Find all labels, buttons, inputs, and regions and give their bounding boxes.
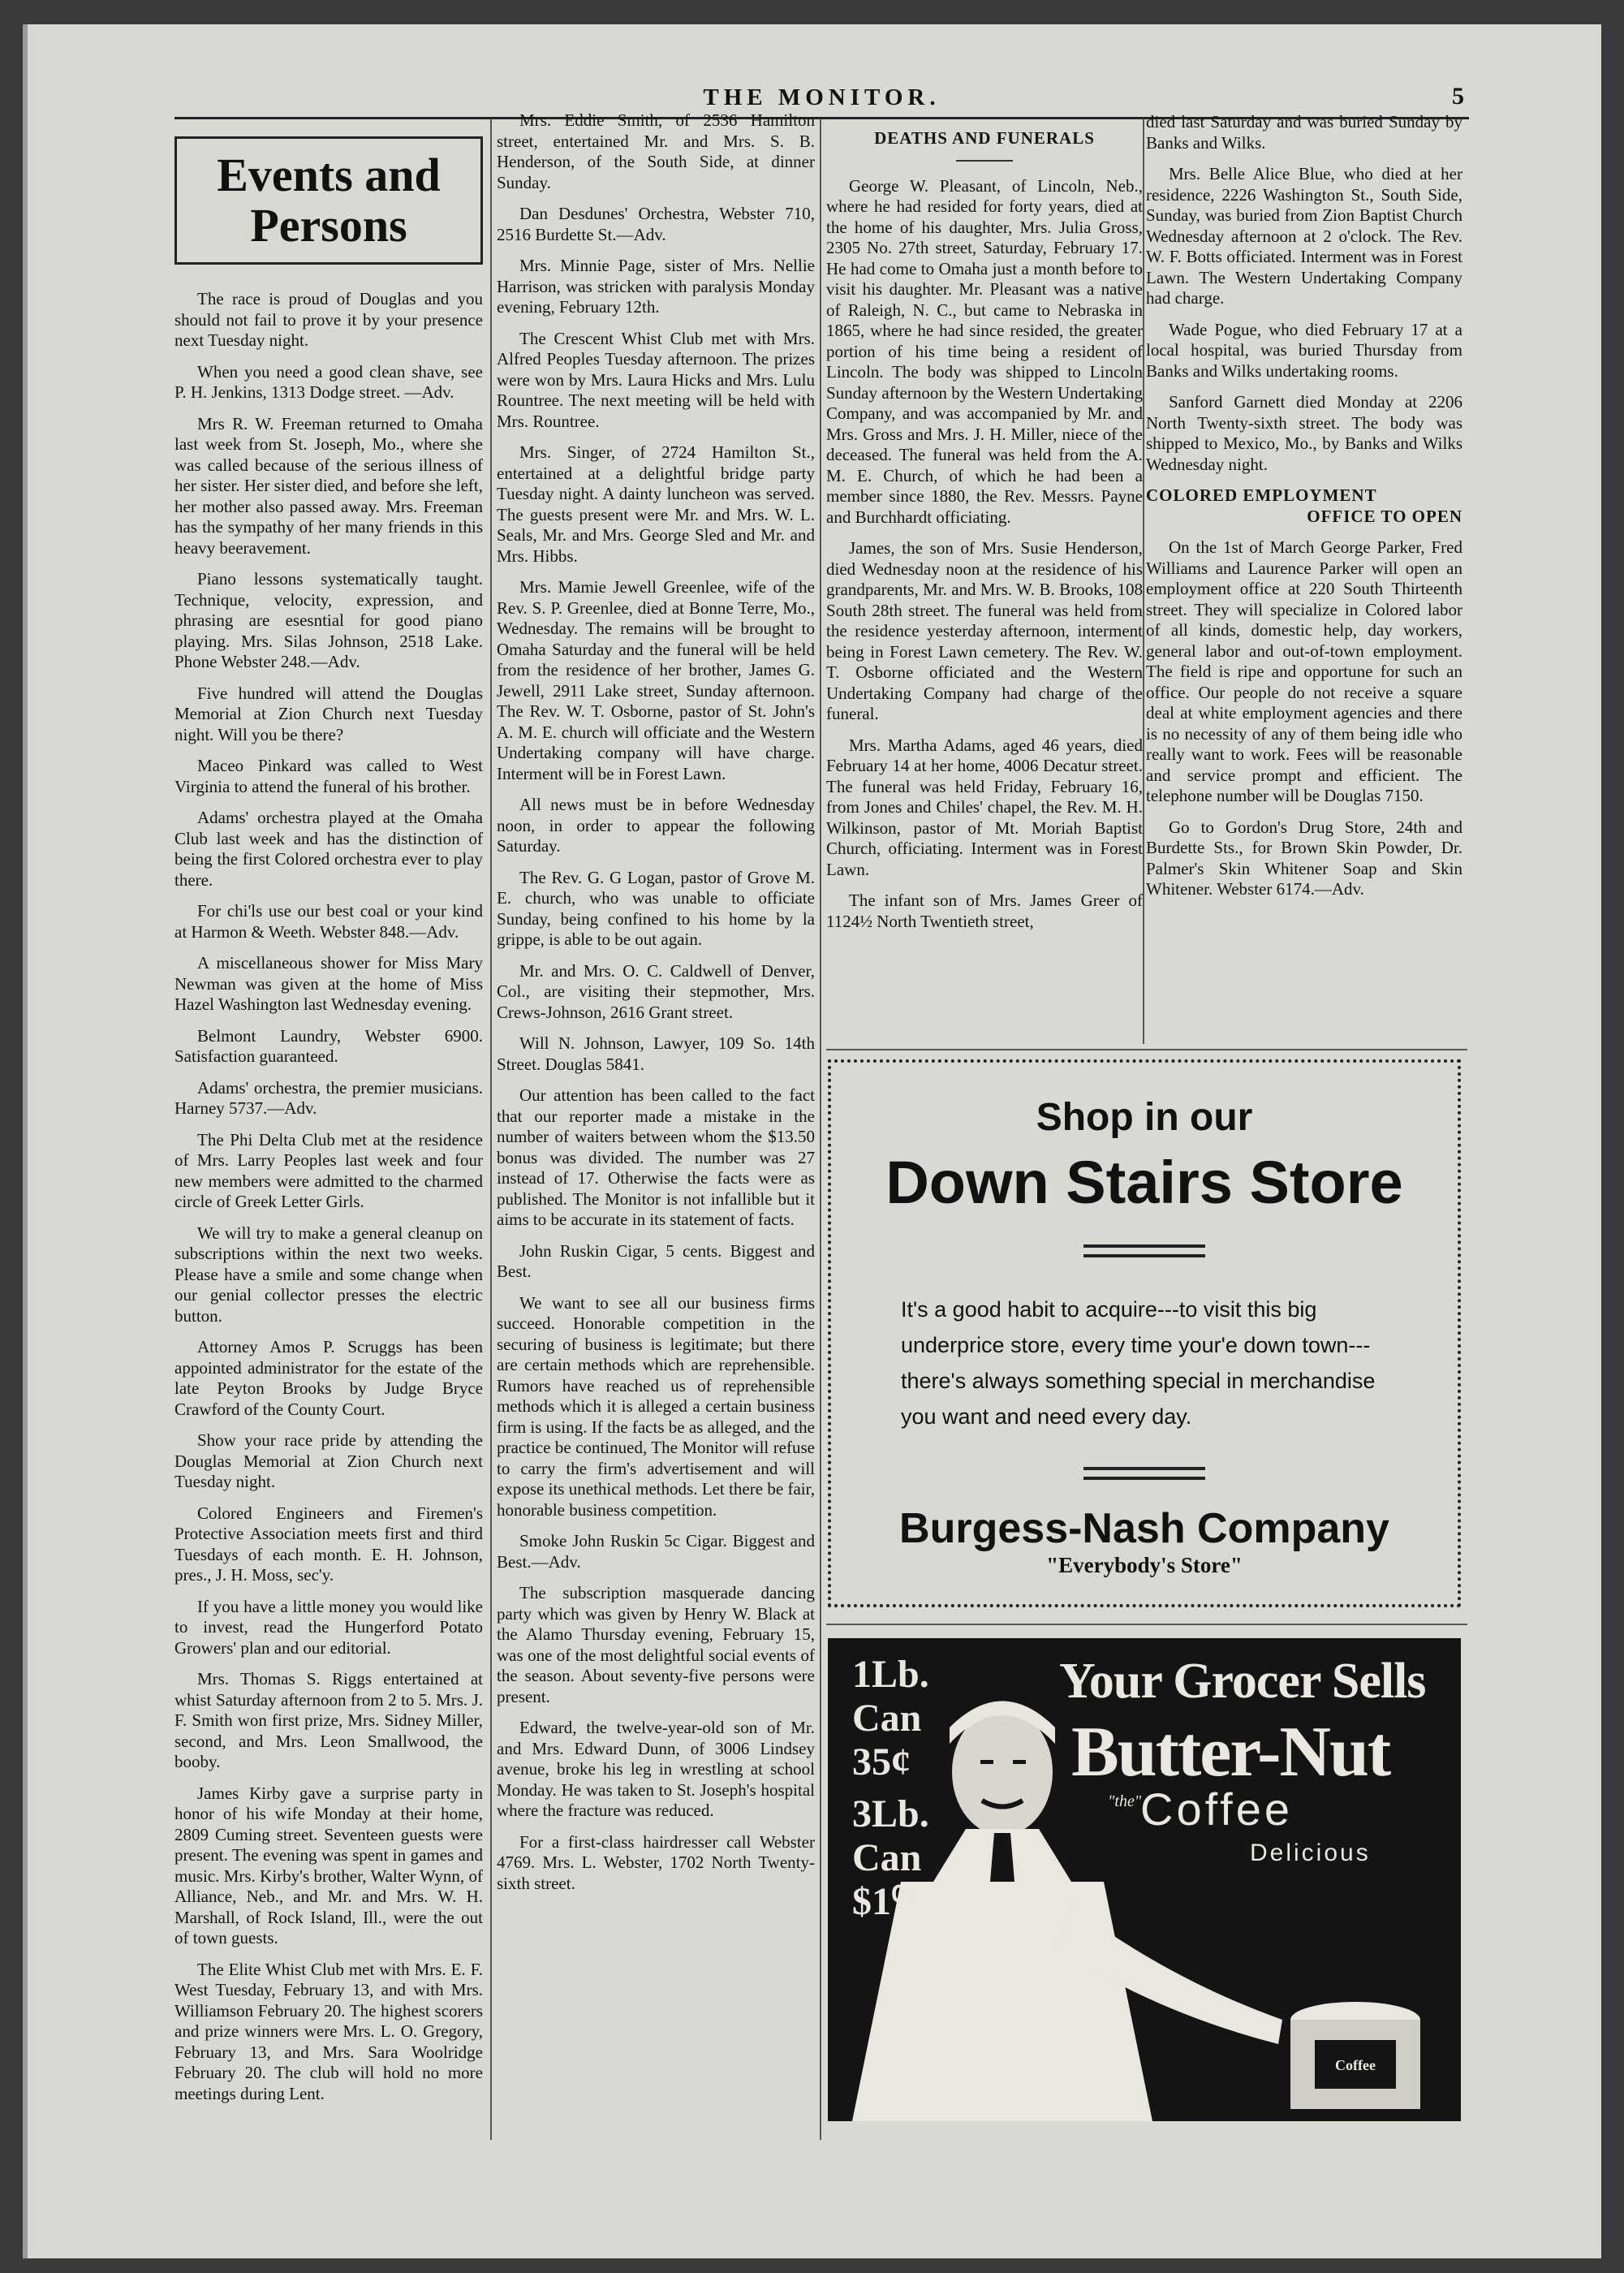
price-amount: $1⁰⁰	[852, 1880, 923, 1923]
burgess-nash-advertisement	[828, 1059, 1461, 1607]
ad-tagline: "Everybody's Store"	[1046, 1553, 1243, 1577]
news-item: Edward, the twelve-year-old son of Mr. and Mrs. Edward Dunn, of 3006 Lindsey avenue, broke his leg in wrestling at school Monday. He was taken to St. Joseph's hospital where the fracture was reduced.	[497, 1718, 815, 1820]
brand-article: "the"	[1108, 1792, 1142, 1810]
obituary-item: Mrs. Belle Alice Blue, who died at her residence, 2226 Washington St., South Side, Sunday, was buried from Zion Baptist Church Wednesday afternoon at 2 o'clock. The Rev. W. F. Botts officiated. Interment was in Forest Lawn. The Western Undertaking Company had charge.	[1146, 164, 1462, 308]
news-item: Our attention has been called to the fact that our reporter made a mistake in the number of waiters between whom the $13.50 bonus was divided. The number was 27 instead of 17. Otherwise the facts were as published. The Monitor is not infallible but it aims to be accurate in its statement of facts.	[497, 1085, 815, 1229]
news-item: Attorney Amos P. Scruggs has been appointed administrator for the estate of the late Peyton Brooks by Judge Bryce Crawford of the County Court.	[174, 1337, 483, 1419]
man-tie	[990, 1833, 1014, 1882]
column-rule	[820, 119, 821, 2140]
ad-body-text: It's a good habit to acquire---to visit this big underprice store, every time your'e down town---there's always something special in merchandise you want and need every day.	[901, 1297, 1376, 1429]
heading-rule	[956, 160, 1013, 162]
can-label-text: Coffee	[1335, 2057, 1376, 2073]
price-size: 1Lb.	[852, 1653, 929, 1696]
price-amount: 35¢	[852, 1740, 911, 1783]
news-item: Mrs R. W. Freeman returned to Omaha last week from St. Joseph, Mo., where she was called because of the serious illness of her sister. Her sister died, and before she left, her mother also passed away. Mrs. Freeman has the sympathy of her many friends in this heavy beeravement.	[174, 413, 483, 558]
news-item: Mrs. Thomas S. Riggs entertained at whist Saturday afternoon from 2 to 5. Mrs. J. F. Smith won first prize, Mrs. Sidney Miller, second, and Mrs. Leon Smallwood, the booby.	[174, 1669, 483, 1771]
page-number: 5	[1452, 83, 1464, 110]
obituary-item: Sanford Garnett died Monday at 2206 North Twenty-sixth street. The body was shipped to Mexico, Mo., by Banks and Wilks Wednesday night.	[1146, 392, 1462, 474]
ad-headline: Your Grocer Sells	[1059, 1654, 1426, 1709]
section-rule	[826, 1049, 1467, 1050]
news-item: Show your race pride by attending the Douglas Memorial at Zion Church next Tuesday night.	[174, 1430, 483, 1491]
news-item: Belmont Laundry, Webster 6900. Satisfaction guaranteed.	[174, 1025, 483, 1066]
news-item: Mrs. Minnie Page, sister of Mrs. Nellie Harrison, was stricken with paralysis Monday evening, February 12th.	[497, 256, 815, 317]
product-name: Coffee	[1140, 1783, 1293, 1835]
news-item: Piano lessons systematically taught. Technique, velocity, expression, and phrasing are esesntial for good piano playing. Mrs. Silas Johnson, 2518 Lake. Phone Webster 248.—Adv.	[174, 569, 483, 671]
section-rule	[826, 1624, 1467, 1625]
news-item: Mr. and Mrs. O. C. Caldwell of Denver, Col., are visiting their stepmother, Mrs. Crews-Johnson, 2616 Grant street.	[497, 960, 815, 1022]
news-item: We will try to make a general cleanup on subscriptions within the next two weeks. Please have a smile and some change when our genial collector presses the electric button.	[174, 1223, 483, 1326]
news-item: A miscellaneous shower for Miss Mary Newman was given at the home of Miss Hazel Washington last Wednesday evening.	[174, 953, 483, 1014]
news-item: John Ruskin Cigar, 5 cents. Biggest and Best.	[497, 1240, 815, 1281]
news-item: Adams' orchestra played at the Omaha Club last week and has the distinction of being the first Colored orchestra ever to play there.	[174, 808, 483, 890]
column-rule	[490, 119, 492, 2140]
news-item: Dan Desdunes' Orchestra, Webster 710, 2516 Burdette St.—Adv.	[497, 204, 815, 244]
section-title-line: Persons	[250, 199, 407, 252]
news-item: The race is proud of Douglas and you should not fail to prove it by your presence next Tuesday night.	[174, 289, 483, 350]
section-title-box	[174, 136, 483, 265]
column-3	[826, 128, 1143, 1037]
news-item: Mrs. Singer, of 2724 Hamilton St., entertained at a delightful bridge party Tuesday night. A dainty luncheon was served. The guests present were Mr. and Mrs. W. L. Seals, Mr. and Mrs. George Sled and Mr. and Mrs. Hibbs.	[497, 442, 815, 566]
news-item: Will N. Johnson, Lawyer, 109 So. 14th Street. Douglas 5841.	[497, 1033, 815, 1074]
ad-headline-large: Down Stairs Store	[885, 1149, 1403, 1216]
news-item: For a first-class hairdresser call Webster 4769. Mrs. L. Webster, 1702 North Twenty-sixth street.	[497, 1831, 815, 1893]
news-item: Five hundred will attend the Douglas Memorial at Zion Church next Tuesday night. Will you be there?	[174, 683, 483, 744]
section-title-line: Events and	[217, 149, 441, 201]
news-item: If you have a little money you would like to invest, read the Hungerford Potato Growers' plan and our editorial.	[174, 1596, 483, 1658]
price-unit: Can	[852, 1697, 922, 1740]
news-item: The Phi Delta Club met at the residence of Mrs. Larry Peoples last week and four new members were admitted to the charmed circle of Greek Letter Girls.	[174, 1129, 483, 1211]
price-size: 3Lb.	[852, 1792, 929, 1835]
obituary-item: died last Saturday and was buried Sunday by Banks and Wilks.	[1146, 112, 1462, 153]
price-1lb	[852, 1653, 929, 1784]
news-item: When you need a good clean shave, see P. H. Jenkins, 1313 Dodge street. —Adv.	[174, 361, 483, 402]
obituary-item: James, the son of Mrs. Susie Henderson, died Wednesday noon at the residence of his grandparents, Mr. and Mrs. W. B. Brooks, 108 South 28th street. The funeral was held from the residence yesterday afternoon, interment being in Forest Lawn cemetery. The Rev. W. T. Osborne officiated and the Western Undertaking Company had charge of the funeral.	[826, 538, 1143, 723]
butter-nut-coffee-advertisement	[828, 1638, 1461, 2121]
section-heading-deaths: DEATHS AND FUNERALS	[874, 128, 1095, 148]
newspaper-title: THE MONITOR.	[703, 84, 941, 110]
news-item: For chi'ls use our best coal or your kind at Harmon & Weeth. Webster 848.—Adv.	[174, 901, 483, 942]
news-item: The Crescent Whist Club met with Mrs. Alfred Peoples Tuesday afternoon. The prizes were won by Mrs. Laura Hicks and Mrs. Lulu Rountree. The next meeting will be held with Mrs. Rountree.	[497, 328, 815, 431]
obituary-item: George W. Pleasant, of Lincoln, Neb., where he had resided for forty years, died at the home of his daughter, Mrs. Julia Gross, 2305 No. 27th street, Saturday, February 17. He had come to Omaha just a month before to visit his daughter. Mr. Pleasant was a native of Raleigh, N. C., but came to Nebraska in 1865, where he had since resided, the greater portion of his time being a resident of Lincoln. The body was shipped to Lincoln Sunday afternoon by the Western Undertaking Company, and was accompanied by Mr. and Mrs. Gross and Mrs. J. H. Miller, niece of the deceased. The funeral was held from the A. M. E. Church, of which he had been a member since 1880, the Rev. Messrs. Payne and Burchhardt officiating.	[826, 175, 1143, 527]
news-item: Smoke John Ruskin 5c Cigar. Biggest and Best.—Adv.	[497, 1531, 815, 1572]
ad-company-name: Burgess-Nash Company	[899, 1505, 1389, 1552]
price-3lb	[852, 1792, 929, 1924]
heading-line: COLORED EMPLOYMENT	[1146, 485, 1377, 505]
news-item: James Kirby gave a surprise party in honor of his wife Monday at their home, 2809 Cuming street. Seventeen guests were present. The evening was spent in games and music. Mrs. Kirby's brother, Walter Wynn, of Alliance, Neb., and Mr. and Mrs. W. H. Marshall, of Rock Island, Ill., were the out of town guests.	[174, 1783, 483, 1947]
column-4	[1146, 112, 1462, 1037]
section-heading-employment	[1146, 485, 1462, 527]
obituary-item: The infant son of Mrs. James Greer of 1124½ North Twentieth street,	[826, 891, 1143, 931]
ad-double-rule	[1083, 1244, 1205, 1257]
news-item: The Elite Whist Club met with Mrs. E. F. West Tuesday, February 13, and with Mrs. Williamson February 20. The highest scorers and prize winners were Mrs. L. O. Gregory, February 13, and Mrs. Sara Woolridge February 20. The club will hold no more meetings during Lent.	[174, 1959, 483, 2103]
news-item: Go to Gordon's Drug Store, 24th and Burdette Sts., for Brown Skin Powder, Dr. Palmer's Skin Whitener Soap and Skin Whitener. Webster 6174.—Adv.	[1146, 817, 1462, 899]
ad-double-rule	[1083, 1467, 1205, 1480]
news-item: On the 1st of March George Parker, Fred Williams and Laurence Parker will open an employment office at 220 South Thirteenth street. They will specialize in Colored labor of all kinds, domestic help, day workers, general labor and out-of-town employment. The field is ripe and opportune for such an office. Our people do not receive a square deal at white employment agencies and there is no necessity of any of them being idle who really want to work. Fees will be reasonable and service prompt and efficient. The telephone number will be Douglas 7150.	[1146, 537, 1462, 805]
news-item: Adams' orchestra, the premier musicians. Harney 5737.—Adv.	[174, 1077, 483, 1118]
news-item: Maceo Pinkard was called to West Virginia to attend the funeral of his brother.	[174, 756, 483, 796]
column-2	[497, 110, 815, 2140]
column-rule	[1143, 119, 1144, 1044]
obituary-item: Mrs. Martha Adams, aged 46 years, died February 14 at her home, 4006 Decatur street. The funeral was held Friday, February 16, from Jones and Chiles' chapel, the Rev. M. H. Wilkinson, pastor of Mt. Moriah Baptist Church, officiating. Interment was in Forest Lawn.	[826, 735, 1143, 879]
column-1	[174, 130, 483, 2119]
news-item: We want to see all our business firms succeed. Honorable competition in the securing of business is legitimate; but there are certain methods which are reprehensible. Rumors have reached us of reprehensible methods which it is alleged a certain business firm is using. If the facts be as alleged, and the practice be continued, The Monitor will refuse to carry the firm's advertisement and will expose its unethical methods. Let there be fair, honorable business competition.	[497, 1292, 815, 1520]
news-item: Mrs. Eddie Smith, of 2536 Hamilton street, entertained Mr. and Mrs. S. B. Henderson, of the South Side, at dinner Sunday.	[497, 110, 815, 192]
brand-name: Butter-Nut	[1071, 1713, 1390, 1792]
news-item: The Rev. G. G Logan, pastor of Grove M. E. church, who was unable to officiate Sunday, being confined to his home by la grippe, is able to be out again.	[497, 867, 815, 949]
ad-slogan: Delicious	[1250, 1840, 1371, 1866]
heading-line: OFFICE TO OPEN	[1307, 506, 1462, 526]
ad-headline-small: Shop in our	[1036, 1096, 1253, 1139]
price-unit: Can	[852, 1836, 922, 1879]
news-item: Colored Engineers and Firemen's Protective Association meets first and third Tuesdays of each month. E. H. Johnson, pres., J. H. Moss, sec'y.	[174, 1503, 483, 1585]
news-item: Mrs. Mamie Jewell Greenlee, wife of the Rev. S. P. Greenlee, died at Bonne Terre, Mo., Wednesday. The remains will be brought to Omaha Saturday and the funeral will be held from the residence of her brother, James G. Jewell, 2911 Lake street, Sunday afternoon. The Rev. W. T. Osborne, pastor of St. John's A. M. E. church will officiate and the Western Undertaking company will have charge. Interment will be in Forest Lawn.	[497, 577, 815, 783]
obituary-item: Wade Pogue, who died February 17 at a local hospital, was buried Thursday from Banks and Wilks undertaking rooms.	[1146, 319, 1462, 381]
news-item: All news must be in before Wednesday noon, in order to appear the following Saturday.	[497, 795, 815, 856]
news-item: The subscription masquerade dancing party which was given by Henry W. Black at the Alamo Thursday evening, February 15, was one of the most delightful social events of the season. About seventy-five persons were present.	[497, 1583, 815, 1706]
